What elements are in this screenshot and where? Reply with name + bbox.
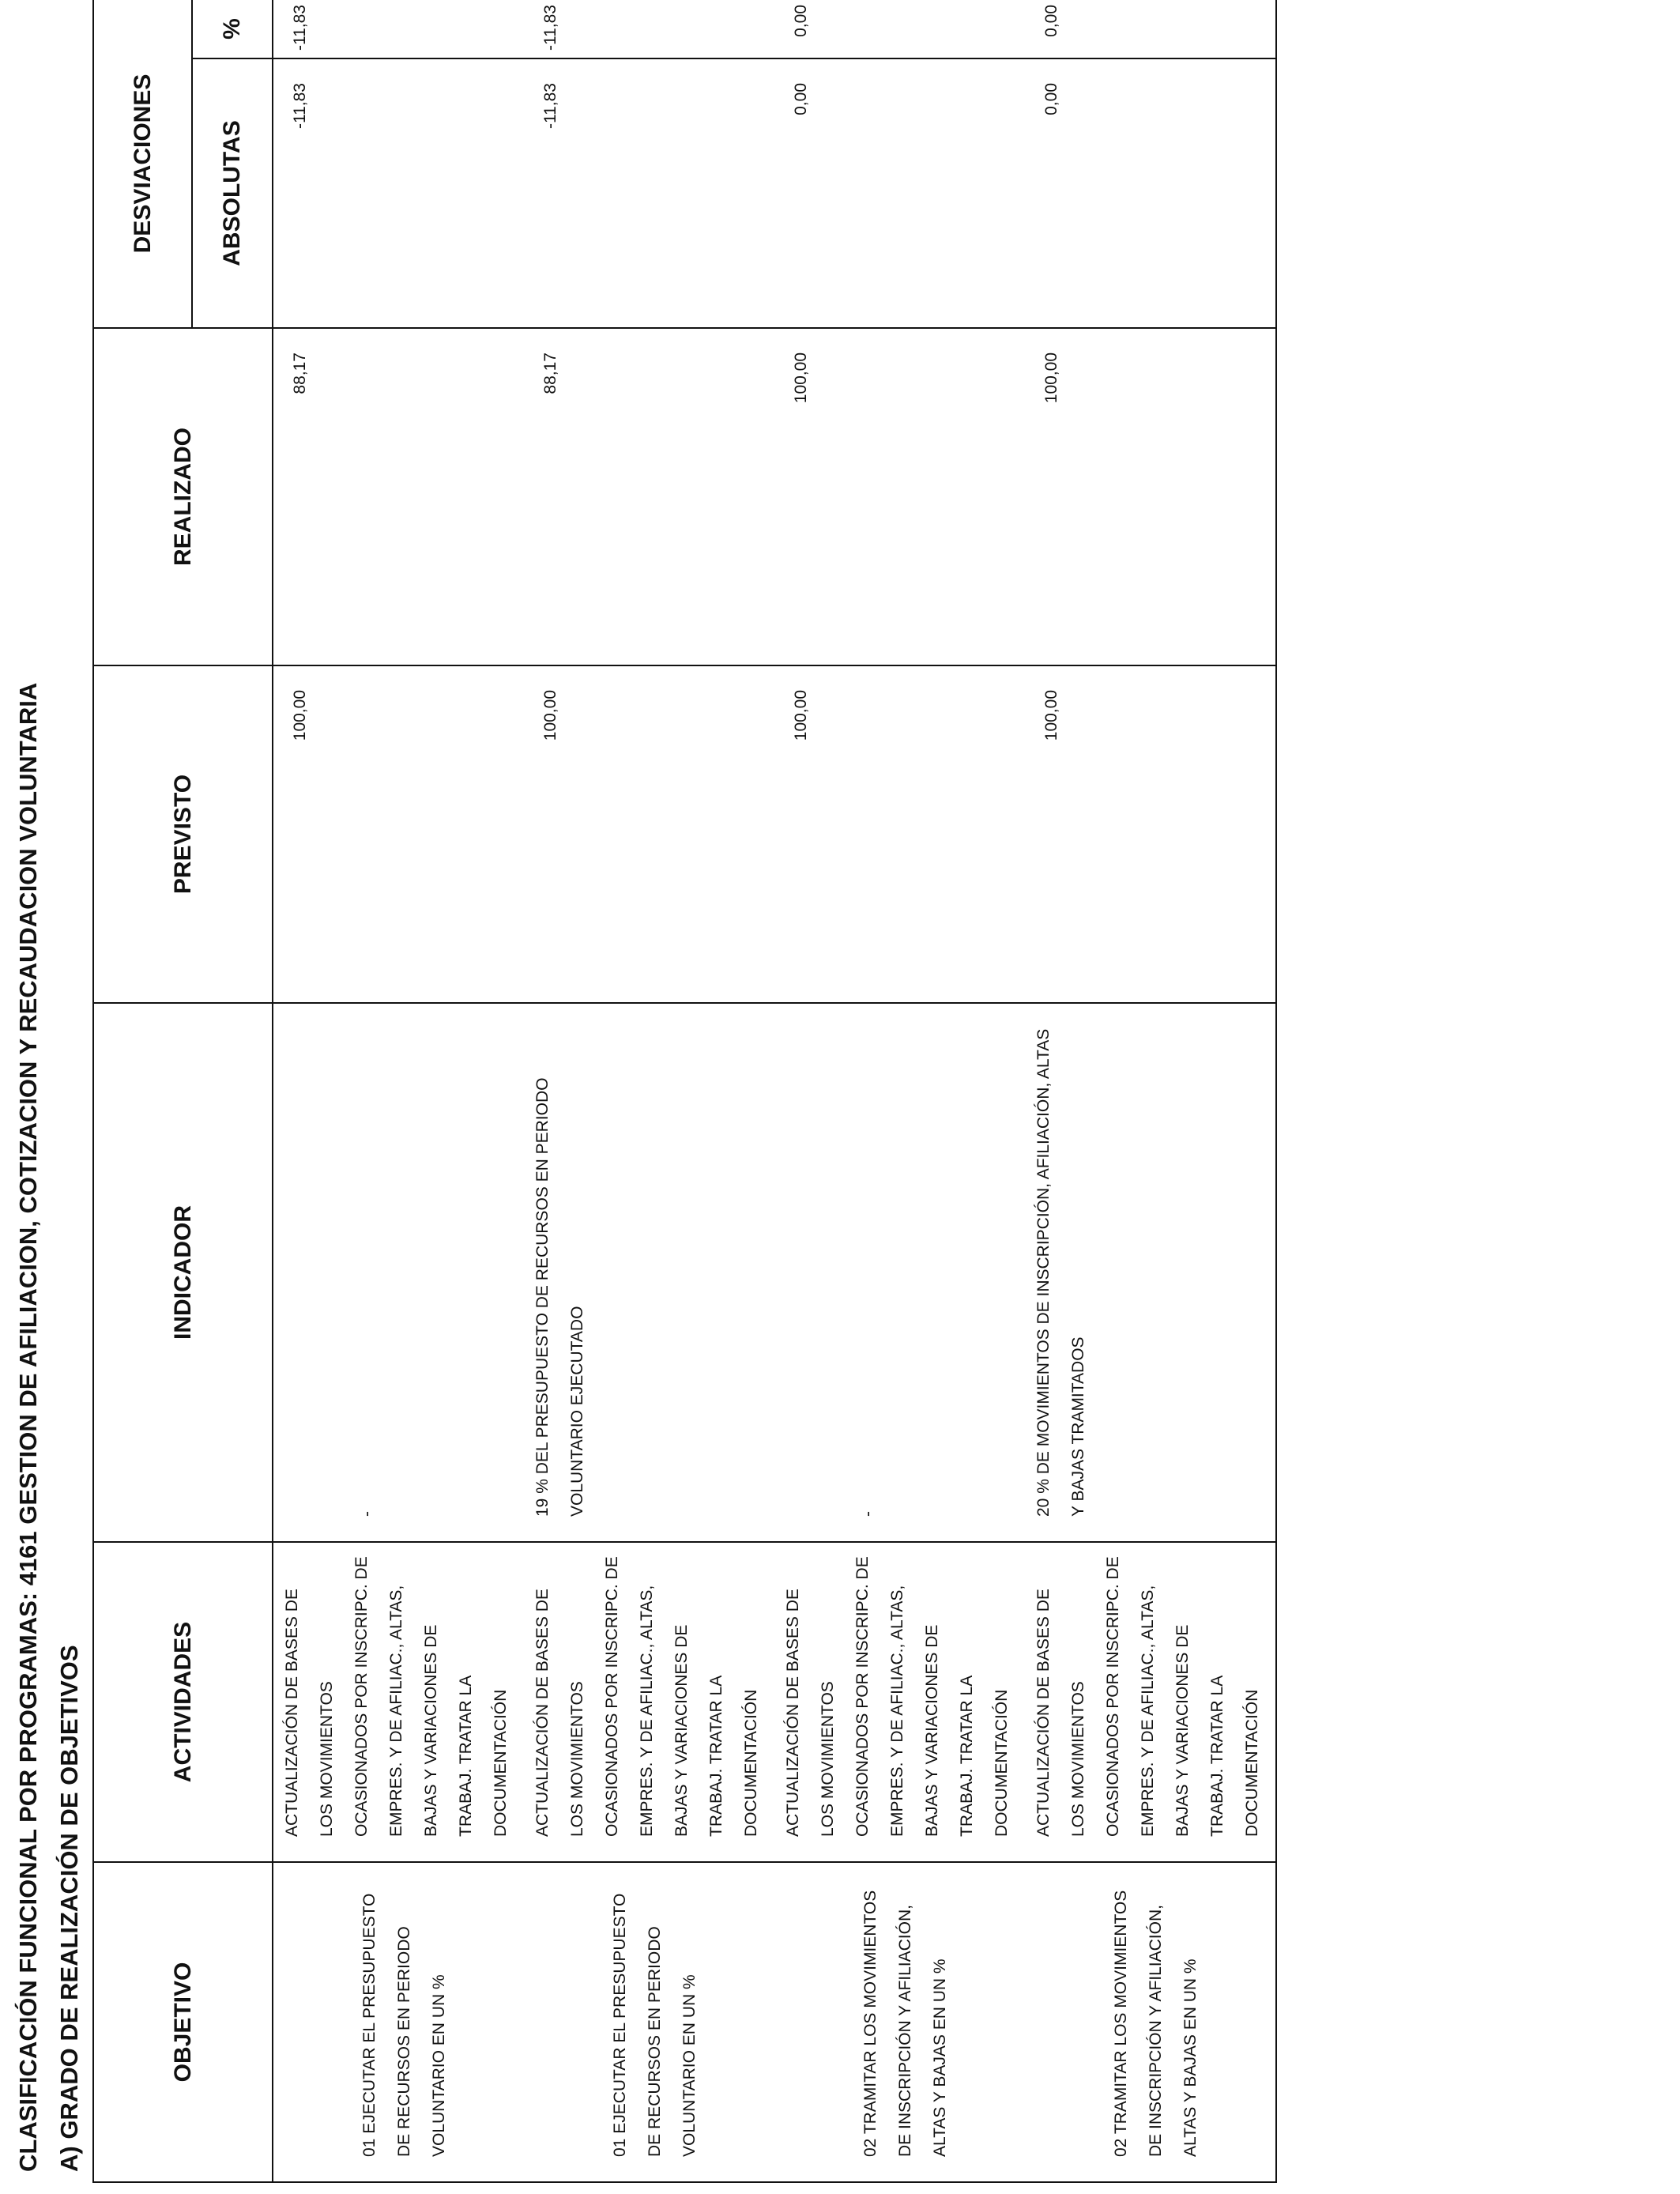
- absolutas-cell: 0,00: [792, 83, 810, 115]
- absolutas-column: [273, 58, 1276, 328]
- objetivo-cell: 01 EJECUTAR EL PRESUPUESTO DE RECURSOS EN PERIODO VOLUNTARIO EN UN %: [611, 1893, 699, 2157]
- indicador-cell: 20 % DE MOVIMIENTOS DE INSCRIPCIÓN, AFILIACIÓN, ALTAS Y BAJAS TRAMITADOS: [1034, 1028, 1087, 1517]
- realizado-cell: 88,17: [291, 352, 309, 394]
- realizado-cell: 100,00: [792, 352, 810, 404]
- objetivo-cell: 02 TRAMITAR LOS MOVIMIENTOS DE INSCRIPCIÓN Y AFILIACIÓN, ALTAS Y BAJAS EN UN %: [861, 1890, 949, 2157]
- document-title: CLASIFICACIÓN FUNCIONAL POR PROGRAMAS: 4161 GESTION DE AFILIACION, COTIZACION Y RECAUDACION VOLUNTARIA: [14, 682, 42, 2172]
- realizado-cell: 100,00: [1042, 352, 1060, 404]
- objetivo-column: [273, 1862, 1276, 2182]
- header-actividades: ACTIVIDADES: [93, 1542, 273, 1862]
- absolutas-cell: 0,00: [1042, 83, 1060, 115]
- previsto-cell: 100,00: [792, 690, 810, 741]
- realizado-cell: 88,17: [541, 352, 559, 394]
- porcentaje-cell: 0,00: [1042, 5, 1060, 37]
- actividades-cell: ACTUALIZACIÓN DE BASES DE LOS MOVIMIENTOS OCASIONADOS POR INSCRIPC. DE EMPRES. Y DE AFILIAC., ALTAS, BAJAS Y VARIACIONES DE TRABAJ. TRATAR LA DOCUMENTACIÓN: [283, 1556, 510, 1837]
- header-absolutas: ABSOLUTAS: [192, 58, 273, 328]
- realizado-column: [273, 328, 1276, 665]
- header-indicador: INDICADOR: [93, 1003, 273, 1542]
- indicador-cell: 19 % DEL PRESUPUESTO DE RECURSOS EN PERIODO VOLUNTARIO EJECUTADO: [533, 1077, 586, 1517]
- porcentaje-cell: -11,83: [541, 5, 559, 51]
- indicador-cell: -: [859, 1511, 877, 1517]
- actividades-column: [273, 1542, 1276, 1862]
- porcentaje-cell: -11,83: [291, 5, 309, 51]
- header-desviaciones: DESVIACIONES: [93, 0, 192, 328]
- previsto-cell: 100,00: [291, 690, 309, 741]
- section-heading: A) GRADO DE REALIZACIÓN DE OBJETIVOS: [55, 1645, 83, 2172]
- header-realizado: REALIZADO: [93, 328, 273, 665]
- objectives-table: [92, 0, 1277, 2183]
- absolutas-cell: -11,83: [541, 83, 559, 129]
- absolutas-cell: -11,83: [291, 83, 309, 129]
- objetivo-cell: 01 EJECUTAR EL PRESUPUESTO DE RECURSOS EN PERIODO VOLUNTARIO EN UN %: [360, 1893, 448, 2157]
- indicador-column: [273, 1003, 1276, 1542]
- header-objetivo: OBJETIVO: [93, 1862, 273, 2182]
- previsto-cell: 100,00: [1042, 690, 1060, 741]
- porcentaje-column: [273, 0, 1276, 58]
- previsto-column: [273, 665, 1276, 1003]
- actividades-cell: ACTUALIZACIÓN DE BASES DE LOS MOVIMIENTOS OCASIONADOS POR INSCRIPC. DE EMPRES. Y DE AFILIAC., ALTAS, BAJAS Y VARIACIONES DE TRABAJ. TRATAR LA DOCUMENTACIÓN: [784, 1556, 1011, 1837]
- previsto-cell: 100,00: [541, 690, 559, 741]
- table-body-row: [273, 0, 1276, 2182]
- objetivo-cell: 02 TRAMITAR LOS MOVIMIENTOS DE INSCRIPCIÓN Y AFILIACIÓN, ALTAS Y BAJAS EN UN %: [1112, 1890, 1200, 2157]
- header-previsto: PREVISTO: [93, 665, 273, 1003]
- indicador-cell: -: [358, 1511, 376, 1517]
- actividades-cell: ACTUALIZACIÓN DE BASES DE LOS MOVIMIENTOS OCASIONADOS POR INSCRIPC. DE EMPRES. Y DE AFILIAC., ALTAS, BAJAS Y VARIACIONES DE TRABAJ. TRATAR LA DOCUMENTACIÓN: [1034, 1556, 1261, 1837]
- header-porcentaje: %: [192, 0, 273, 58]
- porcentaje-cell: 0,00: [792, 5, 810, 37]
- actividades-cell: ACTUALIZACIÓN DE BASES DE LOS MOVIMIENTOS OCASIONADOS POR INSCRIPC. DE EMPRES. Y DE AFILIAC., ALTAS, BAJAS Y VARIACIONES DE TRABAJ. TRATAR LA DOCUMENTACIÓN: [533, 1556, 760, 1837]
